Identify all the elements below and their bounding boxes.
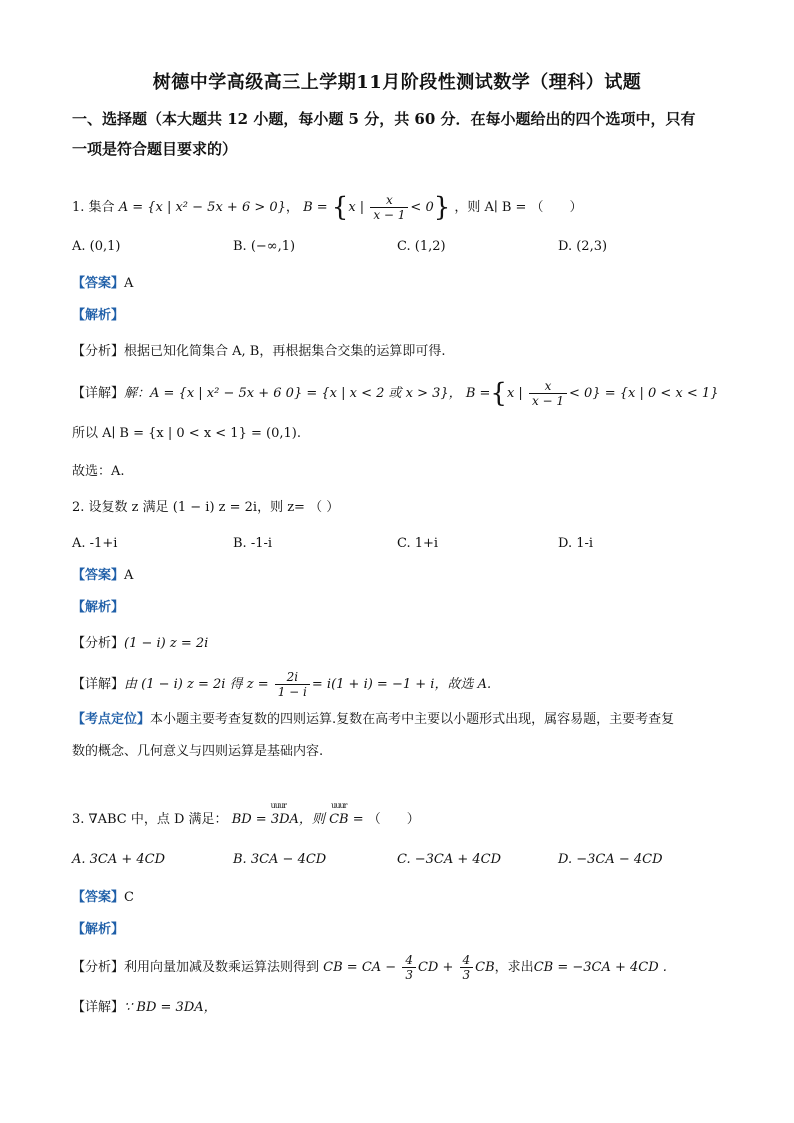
answer-tag: 【答案】 [72, 276, 125, 291]
kaodian-tag: 【考点定位】 [72, 712, 151, 727]
q3-stem-mid-text: BD = 3DA，则 [231, 812, 325, 827]
q3-stem-pre: 3. ∇ABC 中，点 D 满足： [72, 812, 228, 827]
q1-conclusion: 所以 A∣ B = {x | 0 < x < 1} = (0,1). [72, 426, 301, 441]
analysis-tag: 【解析】 [72, 308, 125, 323]
q2-option-b: B. -1-i [233, 536, 273, 551]
q3-option-a: A. 3CA + 4CD [72, 852, 166, 867]
q2-fenxi-text: (1 − i) z = 2i [124, 636, 209, 651]
question-2-stem: 2. 设复数 z 满足 (1 − i) z = 2i，则 z= （ ） [72, 500, 340, 515]
fenxi-tag: 【分析】 [72, 960, 125, 975]
q2-frac-num: 2i [275, 670, 310, 685]
q3-analysis-heading [72, 920, 722, 940]
q3-fenxi-pre: 利用向量加减及数乘运算法则得到 [124, 960, 320, 975]
q3-option-b: B. 3CA − 4CD [233, 852, 327, 867]
q3-fenxi-mid: ，求出 [494, 960, 534, 975]
q2-option-c: C. 1+i [397, 536, 439, 551]
q3-frac1-den: 3 [405, 968, 413, 982]
q1-option-b: B. (−∞,1) [233, 239, 296, 254]
q3-answer-value: C [124, 890, 134, 905]
q1-set-b: B = {x | $\frac{x}{x - 1}$ < 0} [303, 192, 451, 223]
analysis-tag: 【解析】 [72, 922, 125, 937]
q1-choose: 故选：A. [72, 464, 125, 479]
q3-detail-text: ∵ BD = 3DA， [124, 1000, 217, 1015]
q2-kaodian-cont: 数的概念、几何意义与四则运算是基础内容. [72, 744, 324, 759]
q2-detail-post: = i(1 + i) = −1 + i，故选 A. [311, 677, 492, 692]
q2-frac-den: 1 − i [277, 685, 307, 699]
section-heading-cont [72, 134, 734, 164]
q1-set-b-tail: < 0 [410, 200, 434, 215]
q1-detail-frac-den: x − 1 [531, 394, 565, 408]
q2-detail-fraction [275, 670, 310, 699]
vector-arrow-mark: uuur [331, 801, 347, 810]
q1-detail-a: 解：A = {x | x² − 5x + 6 0} = {x | x < 2 或 x > 3}， [124, 386, 462, 401]
question-3-stem [72, 801, 722, 830]
q3-stem-post: = （ ） [352, 812, 420, 827]
q2-kaodian-line1: 本小题主要考查复数的四则运算.复数在高考中主要以小题形式出现，属容易题，主要考查复 [150, 712, 675, 727]
q3-option-c: C. −3CA + 4CD [397, 852, 502, 867]
q3-detail [72, 998, 722, 1018]
q1-then: ，则 A∣ B = （ ） [454, 200, 583, 215]
q1-option-a: A. (0,1) [72, 239, 121, 254]
fenxi-tag: 【分析】 [72, 344, 125, 359]
vector-arrow-mark: uuur [270, 801, 286, 810]
q2-option-a: A. -1+i [72, 536, 118, 551]
q1-detail [72, 377, 722, 411]
q1-set-b-fraction [370, 193, 408, 222]
q1-set-b-prefix: B = [303, 200, 328, 215]
analysis-tag: 【解析】 [72, 600, 125, 615]
q1-answer [72, 274, 722, 294]
q3-fenxi-frac-1 [402, 953, 416, 982]
q1-detail-frac-num: x [529, 379, 567, 394]
q1-comma: ， [285, 200, 299, 215]
q1-frac-num: x [370, 193, 408, 208]
q2-detail [72, 668, 722, 702]
q1-set-a: A = {x | x² − 5x + 6 > 0} [118, 200, 286, 215]
q1-detail-b-post: < 0} = {x | 0 < x < 1} [569, 386, 719, 401]
q2-kaodian [72, 710, 722, 730]
q1-set-b-lead: x | [348, 200, 365, 215]
section-heading-line2: 一项是符合题目要求的） [72, 140, 238, 158]
q2-option-d: D. 1-i [558, 536, 594, 551]
answer-tag: 【答案】 [72, 568, 125, 583]
page-title: 树德中学高级高三上学期11月阶段性测试数学（理科）试题 [152, 72, 642, 93]
q3-frac1-num: 4 [402, 953, 416, 968]
q1-detail-b-pre: B = [465, 386, 491, 401]
q1-analysis-heading [72, 306, 722, 326]
q1-fenxi-text: 根据已知化简集合 A, B，再根据集合交集的运算即可得. [124, 344, 446, 359]
q2-answer [72, 566, 722, 586]
q3-stem-mid [231, 801, 325, 830]
q2-answer-value: A [124, 568, 134, 583]
section-heading-line1: 一、选择题（本大题共 12 小题，每小题 5 分，共 60 分．在每小题给出的四个选项中，只有 [72, 110, 696, 128]
q3-fenxi [72, 950, 722, 986]
q3-fenxi-eq2: CB = −3CA + 4CD . [533, 960, 667, 975]
q3-stem-vec-text: CB [329, 812, 349, 827]
q3-fenxi-frac-2 [460, 953, 474, 982]
q1-detail-fraction [529, 379, 567, 408]
q3-fenxi-eq1: CB = CA − [323, 960, 397, 975]
q3-frac2-den: 3 [462, 968, 471, 982]
q3-option-d: D. −3CA − 4CD [558, 852, 663, 867]
q1-option-d: D. (2,3) [558, 239, 608, 254]
q1-option-c: C. (1,2) [397, 239, 446, 254]
q3-answer [72, 888, 722, 908]
detail-tag: 【详解】 [72, 677, 125, 692]
q2-fenxi [72, 634, 722, 654]
q1-fenxi [72, 342, 722, 362]
answer-tag: 【答案】 [72, 890, 125, 905]
q1-frac-den: x − 1 [373, 208, 406, 222]
q1-detail-b: B ={x | $\frac{x}{x - 1}$ < 0} = {x | 0 < x < 1} [465, 378, 719, 409]
q3-stem-vec [329, 801, 349, 830]
q3-fenxi-cd: CD + [417, 960, 454, 975]
section-heading [72, 104, 734, 134]
question-1-stem [72, 190, 722, 226]
fenxi-tag: 【分析】 [72, 636, 125, 651]
q2-analysis-heading [72, 598, 722, 618]
q2-detail-pre: 由 (1 − i) z = 2i 得 z = [124, 677, 269, 692]
q3-frac2-num: 4 [460, 953, 474, 968]
q3-fenxi-cb: CB [475, 960, 495, 975]
q1-answer-value: A [124, 276, 134, 291]
detail-tag: 【详解】 [72, 386, 125, 401]
q1-number: 1. 集合 [72, 200, 115, 215]
detail-tag: 【详解】 [72, 1000, 125, 1015]
